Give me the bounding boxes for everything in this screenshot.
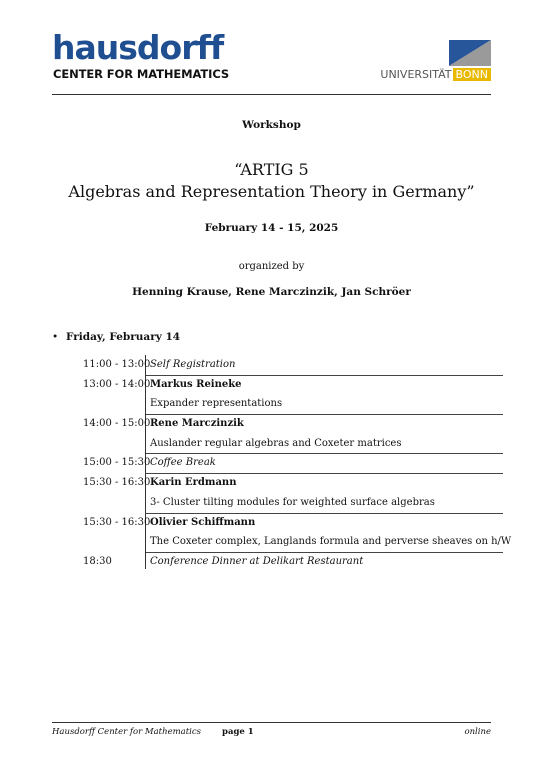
footer-page: page 1	[222, 727, 254, 737]
schedule-description: Karin Erdmann	[150, 477, 237, 489]
event-type: Workshop	[242, 119, 301, 131]
schedule-description: Olivier Schiffmann	[150, 516, 256, 528]
schedule-row	[83, 414, 503, 434]
event-title-line1: “ARTIG 5	[234, 160, 309, 179]
schedule-description: 3- Cluster tilting modules for weighted surface algebras	[150, 496, 435, 508]
schedule-row	[83, 532, 512, 552]
schedule-description: Rene Marczinzik	[150, 418, 244, 430]
schedule-description: Self Registration	[150, 359, 236, 370]
event-dates: February 14 - 15, 2025	[204, 222, 339, 234]
schedule-row	[83, 434, 503, 454]
organized-by-label: organized by	[238, 261, 305, 272]
uni-bonn-emblem-icon	[449, 40, 491, 66]
uni-bonn-text	[380, 68, 491, 81]
schedule-description: Auslander regular algebras and Coxeter matrices	[150, 437, 402, 449]
schedule-time: 15:30 - 16:30	[83, 516, 151, 528]
day-heading	[52, 331, 180, 343]
schedule-row	[83, 552, 503, 572]
organizers: Henning Krause, Rene Marczinzik, Jan Schröer	[132, 286, 411, 298]
schedule-time: 18:30	[83, 555, 112, 567]
footer-mode: online	[464, 727, 491, 737]
hcm-logo	[52, 28, 237, 84]
schedule-time: 11:00 - 13:00	[83, 359, 151, 370]
schedule-table	[83, 355, 512, 572]
schedule-row	[83, 453, 503, 473]
schedule-description: The Coxeter complex, Langlands formula and perverse sheaves on h/W	[150, 536, 512, 548]
schedule-row	[83, 355, 503, 375]
schedule-time: 15:30 - 16:30	[83, 477, 151, 489]
university-bonn-logo	[376, 40, 491, 84]
day-label: Friday, February 14	[66, 331, 181, 343]
schedule-time: 13:00 - 14:00	[83, 378, 151, 390]
header-rule	[52, 94, 491, 95]
hcm-subtitle: CENTER FOR MATHEMATICS	[53, 67, 230, 81]
schedule-row	[83, 473, 503, 493]
schedule-row	[83, 493, 503, 513]
schedule-row	[83, 394, 503, 414]
schedule-row	[83, 375, 503, 395]
footer-rule	[52, 722, 491, 723]
schedule-row	[83, 513, 503, 533]
schedule-time: 15:00 - 15:30	[83, 457, 151, 469]
schedule-description: Expander representations	[150, 398, 283, 410]
schedule-time: 14:00 - 15:00	[83, 418, 151, 430]
schedule-description: Coffee Break	[150, 457, 216, 469]
bullet-icon: •	[52, 331, 59, 343]
schedule-description: Conference Dinner at Delikart Restaurant	[150, 555, 364, 567]
hcm-wordmark: hausdorff	[52, 28, 224, 67]
footer-org: Hausdorff Center for Mathematics	[52, 727, 201, 737]
schedule-description: Markus Reineke	[150, 378, 242, 390]
uni-label: UNIVERSITÄT	[380, 68, 452, 81]
bonn-label: BONN	[453, 68, 491, 81]
event-title-line2: Algebras and Representation Theory in Germany”	[68, 182, 475, 201]
